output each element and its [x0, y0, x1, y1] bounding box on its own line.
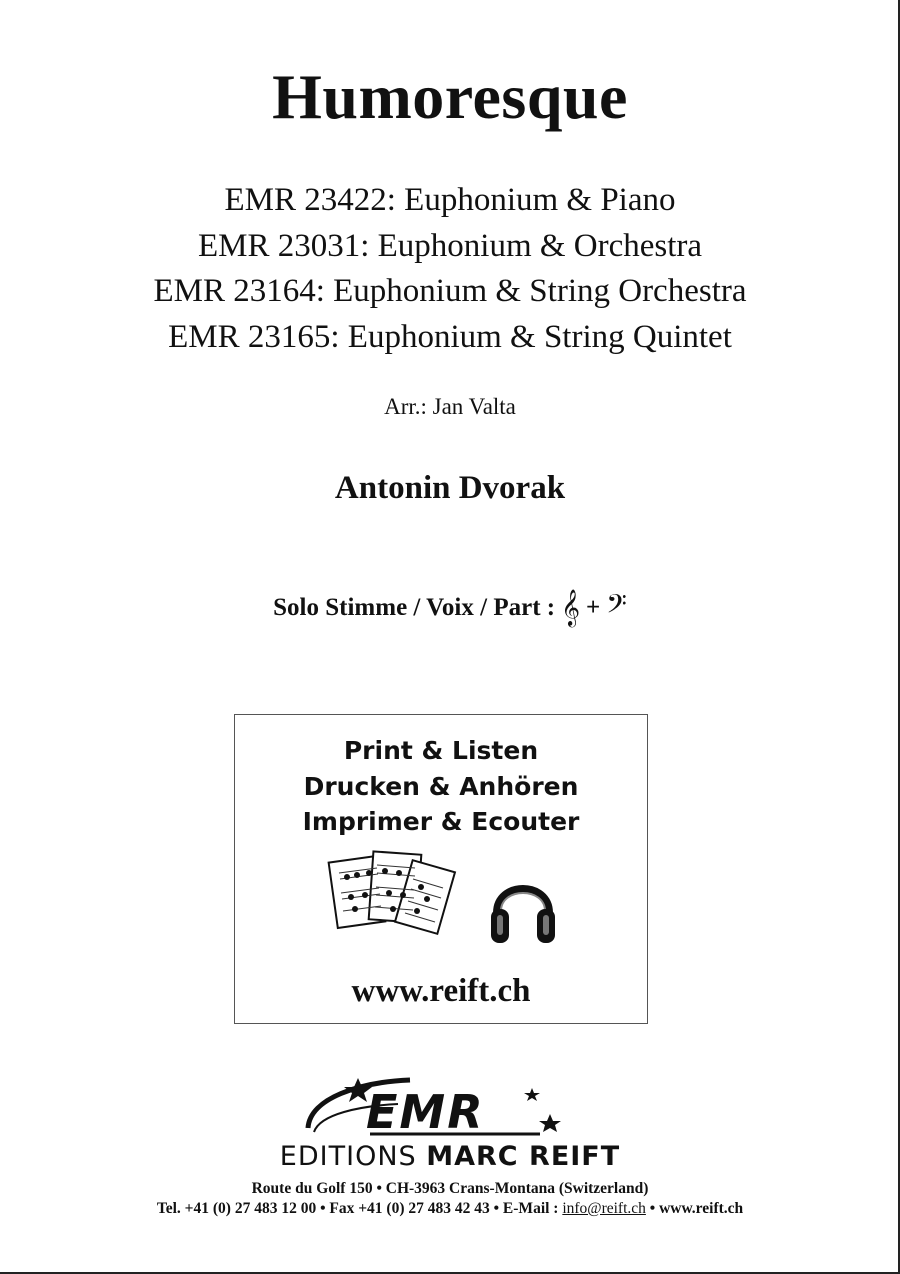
- edition-item: EMR 23164: Euphonium & String Orchestra: [153, 273, 747, 309]
- part-designation: [0, 588, 900, 627]
- emr-logo: [300, 1074, 580, 1138]
- publisher-contact: [0, 1200, 900, 1218]
- edition-item: EMR 23031: Euphonium & Orchestra: [197, 227, 703, 264]
- publisher-word: MARC: [426, 1141, 530, 1172]
- edition-list: [0, 178, 900, 360]
- treble-clef-icon: 𝄞: [561, 588, 581, 626]
- edition-item: EMR 23422: Euphonium & Piano: [224, 182, 676, 218]
- composer-name: Antonin Dvorak: [334, 470, 566, 506]
- promo-line: Imprimer & Ecouter: [302, 807, 580, 836]
- plus-sign: +: [586, 593, 601, 621]
- edition-item: EMR 23165: Euphonium & String Quintet: [168, 318, 732, 355]
- print-listen-box[interactable]: [234, 714, 648, 1024]
- publisher-name: [0, 1141, 900, 1172]
- publisher-address: Route du Golf 150 • CH-3963 Crans-Montana (Switzerland): [251, 1180, 649, 1197]
- promo-website-link[interactable]: www.reift.ch: [351, 973, 531, 1009]
- sheet-music-icon: [327, 849, 457, 945]
- promo-line: Print & Listen: [343, 736, 539, 765]
- piece-title: Humoresque: [272, 61, 628, 132]
- publisher-word: EDITIONS: [279, 1141, 427, 1172]
- email-link[interactable]: info@reift.ch: [562, 1200, 646, 1217]
- arranger-credit: Arr.: Jan Valta: [384, 394, 516, 419]
- emr-logo-mark: EMR: [366, 1085, 485, 1138]
- promo-text: [235, 733, 647, 840]
- bass-clef-icon: 𝄢: [606, 588, 627, 626]
- headphones-icon: [487, 865, 559, 949]
- contact-phone-fax: Tel. +41 (0) 27 483 12 00 • Fax +41 (0) 27 483 42 43 • E-Mail :: [156, 1200, 563, 1217]
- publisher-word: REIFT: [529, 1141, 621, 1172]
- website-link[interactable]: • www.reift.ch: [645, 1200, 744, 1217]
- part-label: Solo Stimme / Voix / Part :: [273, 593, 556, 621]
- promo-line: Drucken & Anhören: [303, 771, 579, 801]
